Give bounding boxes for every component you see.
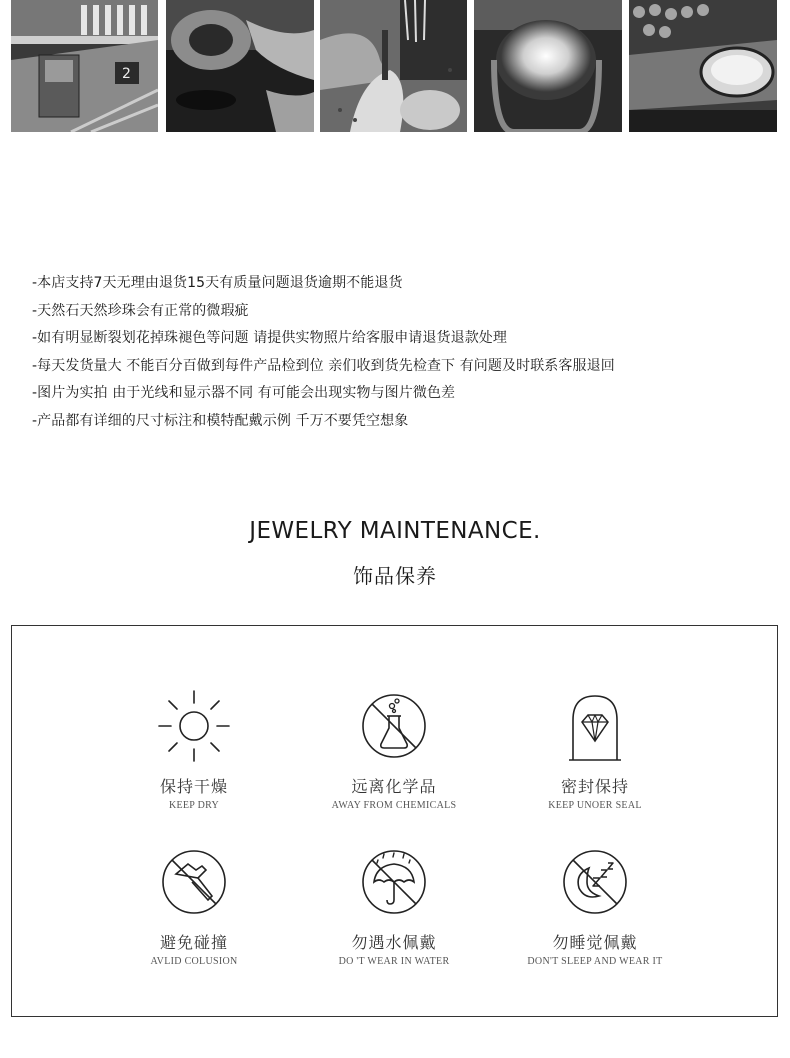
tile-label-en: DO 'T WEAR IN WATER	[338, 956, 450, 967]
notice-item: -每天发货量大 不能百分百做到每件产品检到位 亲们收到货先检查下 有问题及时联系客服退回	[32, 357, 615, 374]
photo-melting-crucible	[474, 0, 622, 132]
notice-item: -图片为实拍 由于光线和显示器不同 有可能会出现实物与图片微色差	[32, 385, 456, 402]
maintenance-panel	[11, 625, 778, 1017]
tile-label-en: DON'T SLEEP AND WEAR IT	[527, 956, 663, 967]
no-hammer-icon	[154, 842, 234, 922]
tile-no-water	[284, 842, 504, 967]
notice-item: -本店支持7天无理由退货15天有质量问题退货逾期不能退货	[32, 275, 403, 291]
tile-label-cn: 勿睡觉佩戴	[552, 933, 638, 952]
photo-powder-bowl	[629, 0, 777, 132]
no-sleep-icon	[555, 842, 635, 922]
no-umbrella-rain-icon	[354, 842, 434, 922]
tile-label-cn: 保持干燥	[159, 777, 228, 796]
tile-label-cn: 勿遇水佩戴	[351, 933, 437, 952]
photo-casting-machine	[11, 0, 158, 132]
notice-item: -产品都有详细的尺寸标注和模特配戴示例 千万不要凭空想象	[32, 412, 409, 429]
tile-label-cn: 密封保持	[560, 777, 629, 796]
diamond-dome-icon	[555, 686, 635, 766]
tile-label-cn: 远离化学品	[351, 777, 437, 796]
tile-away-from-chemicals	[284, 686, 504, 811]
tile-keep-dry	[84, 686, 304, 811]
tile-label-en: AWAY FROM CHEMICALS	[331, 800, 457, 811]
tile-no-sleep	[485, 842, 705, 967]
notice-list	[32, 270, 615, 436]
tile-keep-under-seal	[485, 686, 705, 811]
sun-icon	[154, 686, 234, 766]
workshop-photo-strip	[0, 0, 790, 132]
tile-label-en: KEEP UNOER SEAL	[548, 800, 642, 811]
notice-item: -如有明显断裂划花掉珠褪色等问题 请提供实物照片给客服申请退货退款处理	[32, 330, 507, 347]
tile-label-cn: 避免碰撞	[159, 933, 228, 952]
tile-label-en: KEEP DRY	[168, 800, 220, 811]
notice-item: -天然石天然珍珠会有正常的微瑕疵	[32, 302, 249, 319]
tile-avoid-collision	[84, 842, 304, 967]
no-chemicals-icon	[354, 686, 434, 766]
tile-label-en: AVLID COLUSION	[150, 956, 238, 967]
maintenance-subtitle: 饰品保养	[353, 564, 437, 588]
svg-text:2: 2	[122, 66, 131, 82]
maintenance-title: JEWELRY MAINTENANCE.	[249, 518, 541, 544]
photo-polishing	[320, 0, 467, 132]
photo-hands-working	[166, 0, 314, 132]
